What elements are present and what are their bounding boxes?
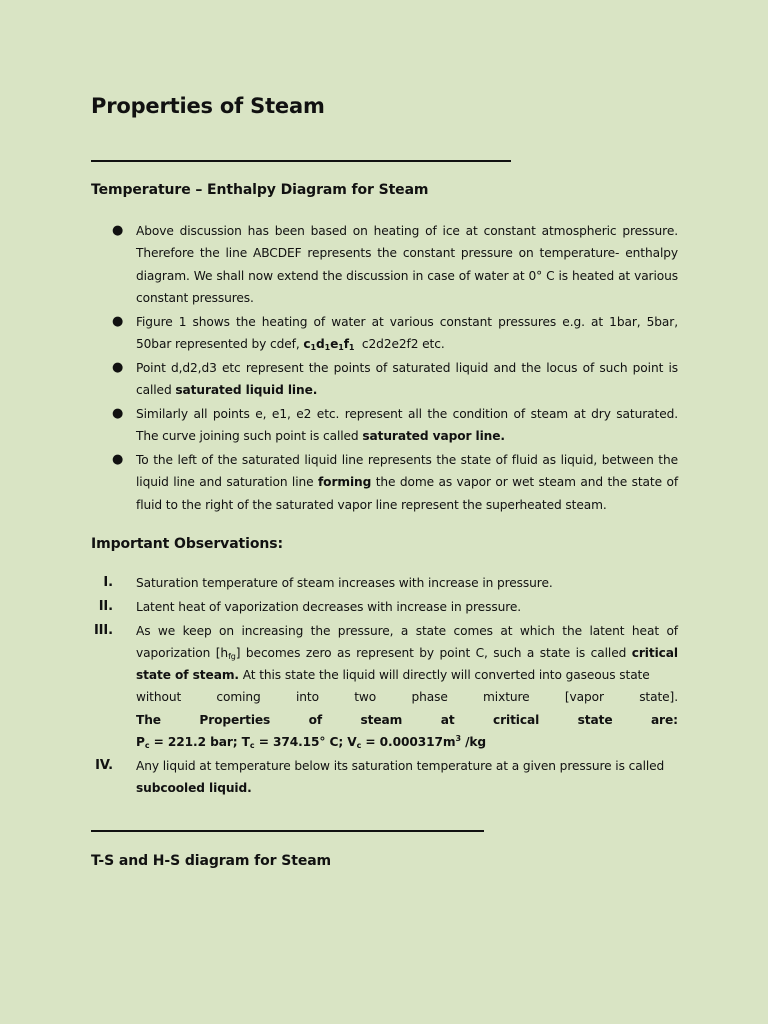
roman-numeral: II. — [98, 598, 113, 614]
observations-list — [91, 572, 678, 801]
list-item-text: As we keep on increasing the pressure, a state comes at which the latent heat of vaporization $[h_{fg}]$ becomes zero as represent by point C, such a state is called critical state of steam. At this state the liquid will directly will converted into gaseous state — [136, 623, 678, 683]
list-item-text: To the left of the saturated liquid line represents the state of fluid as liquid, between the liquid line and saturation line — [136, 452, 678, 490]
roman-numeral: IV. — [95, 757, 113, 773]
list-item — [91, 572, 678, 594]
list-item — [112, 220, 678, 309]
list-item-text: Latent heat of vaporization decreases with increase in pressure. — [136, 599, 522, 614]
roman-numeral: III. — [93, 622, 113, 638]
list-item-text: Saturation temperature of steam increases with increase in pressure. — [136, 576, 553, 590]
bold-term: forming — [317, 475, 372, 490]
list-item-text: Above discussion has been based on heating of ice at constant atmospheric pressure. Therefore the line ABCDEF represents the constant pressure on temperature- enthalpy diagram. We shall now extend the discussion in case of water at 0° C is heated at various constant pressures. — [136, 224, 678, 305]
list-item — [112, 403, 678, 448]
list-item-text: the dome as vapor or wet steam and the state of fluid to the right of the saturated vapor line represent the superheated steam. — [136, 475, 679, 512]
divider-rule — [91, 160, 511, 162]
bullet-icon: ● — [112, 359, 124, 375]
bold-term: subcooled liquid. — [136, 781, 252, 796]
bullet-icon: ● — [112, 451, 124, 467]
list-item-text: Any liquid at temperature below its saturation temperature at a given pressure is called — [136, 758, 665, 773]
section-heading-temperature-enthalpy: Temperature – Enthalpy Diagram for Steam — [91, 182, 429, 198]
divider-rule — [91, 830, 484, 832]
critical-properties-heading: The Properties of steam at critical state are: — [136, 712, 678, 727]
bullet-icon: ● — [112, 405, 124, 421]
list-item — [91, 596, 678, 618]
critical-properties-values: $P_c = 221.2$ bar; $T_c = 374.15^\circ$ C; $V_c = 0.000317m^3$ /kg — [136, 734, 487, 751]
bold-term: saturated vapor line. — [362, 429, 505, 444]
page-title: Properties of Steam — [91, 94, 325, 118]
roman-numeral: I. — [103, 575, 113, 590]
list-item — [112, 357, 678, 402]
section-heading-ts-hs: T-S and H-S diagram for Steam — [91, 853, 332, 869]
list-item — [112, 311, 678, 356]
list-item-text: c2d2e2f2 etc. — [354, 336, 445, 351]
list-item — [91, 620, 678, 754]
list-item-text: Similarly all points e, e1, e2 etc. represent all the condition of steam at dry saturated. The curve joining such point is called — [136, 406, 678, 444]
list-item — [91, 755, 678, 800]
bullet-icon: ● — [112, 223, 124, 238]
bullet-icon: ● — [112, 313, 124, 329]
list-item-text: Figure 1 shows the heating of water at various constant pressures e.g. at 1bar, 5bar, 50bar represented by cdef, — [136, 314, 678, 351]
list-item-text: Point d,d2,d3 etc represent the points of saturated liquid and the locus of such point is called — [136, 360, 678, 398]
bold-term: saturated liquid line. — [175, 383, 318, 398]
spread-line: without coming into two phase mixture [vapor state]. — [136, 690, 678, 705]
section-heading-observations: Important Observations: — [91, 536, 283, 552]
list-item — [112, 449, 678, 516]
bullet-list — [112, 220, 678, 517]
notation-c1: $c_1d_1e_1f_1$ — [303, 336, 355, 352]
